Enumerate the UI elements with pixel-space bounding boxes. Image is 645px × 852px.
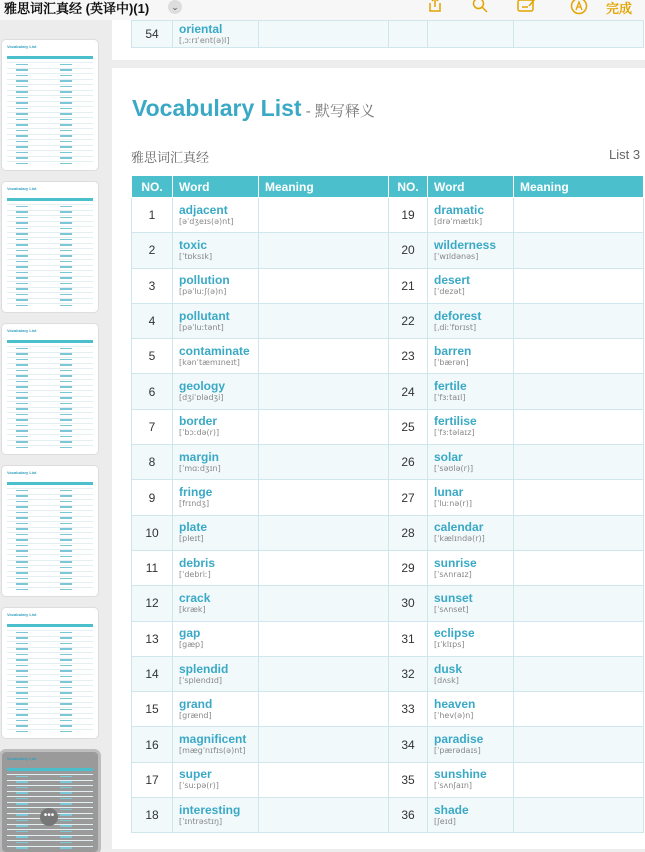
meaning-cell[interactable] bbox=[259, 762, 389, 797]
table-row bbox=[132, 198, 644, 233]
column-header-word: Word bbox=[428, 176, 514, 198]
word: gap bbox=[179, 626, 201, 641]
word-cell bbox=[428, 515, 514, 550]
table-row bbox=[132, 727, 644, 762]
word: pollutant bbox=[179, 308, 230, 323]
word: sunshine bbox=[434, 767, 487, 782]
row-number: 11 bbox=[132, 550, 173, 585]
row-number: 12 bbox=[132, 586, 173, 621]
table-row bbox=[132, 445, 644, 480]
row-number: 15 bbox=[132, 692, 173, 727]
phonetic: [ˈdebriː] bbox=[179, 569, 211, 579]
page-thumbnail[interactable]: Vocabulary List bbox=[2, 608, 98, 738]
pdf-page bbox=[112, 68, 645, 849]
row-number: 13 bbox=[132, 621, 173, 656]
phonetic: [drəˈmætɪk] bbox=[434, 216, 483, 226]
meaning-cell[interactable] bbox=[514, 339, 644, 374]
phonetic: [ˈfɜːtəlaɪz] bbox=[434, 428, 475, 438]
word-cell bbox=[428, 550, 514, 585]
word-cell bbox=[173, 656, 259, 691]
word-cell bbox=[173, 727, 259, 762]
word-cell bbox=[173, 480, 259, 515]
previous-page bbox=[112, 20, 645, 60]
word: grand bbox=[179, 696, 213, 711]
meaning-cell[interactable] bbox=[514, 233, 644, 268]
phonetic: [pəˈluːtənt] bbox=[179, 322, 224, 332]
meaning-cell[interactable] bbox=[514, 727, 644, 762]
word-cell bbox=[173, 621, 259, 656]
pen-icon[interactable] bbox=[569, 0, 589, 15]
phonetic: [ˈkælɪndə(r)] bbox=[434, 534, 485, 544]
row-number: 27 bbox=[389, 480, 428, 515]
table-row bbox=[132, 480, 644, 515]
phonetic: [ˈfɜːtaɪl] bbox=[434, 393, 466, 403]
phonetic: [ˌdiːˈfɒrɪst] bbox=[434, 322, 477, 332]
column-header-word: Word bbox=[173, 176, 259, 198]
phonetic: [ˈsʌnraɪz] bbox=[434, 569, 472, 579]
markup-icon[interactable] bbox=[517, 0, 537, 15]
meaning-cell[interactable] bbox=[259, 198, 389, 233]
meaning-cell[interactable] bbox=[514, 762, 644, 797]
word-cell bbox=[428, 762, 514, 797]
column-header-no: NO. bbox=[132, 176, 173, 198]
phonetic: [ˈwɪldənəs] bbox=[434, 251, 479, 261]
page-thumbnail[interactable]: Vocabulary List bbox=[2, 466, 98, 596]
table-row bbox=[132, 374, 644, 409]
word: border bbox=[179, 414, 218, 429]
word: interesting bbox=[179, 802, 241, 817]
phonetic: [kənˈtæmɪneɪt] bbox=[179, 357, 240, 367]
meaning-cell[interactable] bbox=[514, 798, 644, 833]
meaning-cell[interactable] bbox=[259, 374, 389, 409]
row-number: 25 bbox=[389, 409, 428, 444]
meaning-cell[interactable] bbox=[259, 621, 389, 656]
meaning-cell[interactable] bbox=[259, 515, 389, 550]
word: solar bbox=[434, 449, 463, 464]
list-number: List 3 bbox=[609, 147, 641, 162]
meaning-cell[interactable] bbox=[514, 445, 644, 480]
row-number: 17 bbox=[132, 762, 173, 797]
phonetic: [dʒiˈɒlədʒi] bbox=[179, 393, 224, 403]
chevron-down-icon[interactable]: ⌄ bbox=[168, 0, 182, 14]
word: geology bbox=[179, 379, 226, 394]
meaning-cell[interactable] bbox=[514, 550, 644, 585]
meaning-cell[interactable] bbox=[259, 445, 389, 480]
vocabulary-table bbox=[131, 175, 644, 833]
word-cell bbox=[428, 586, 514, 621]
word: crack bbox=[179, 590, 211, 605]
word-cell bbox=[173, 374, 259, 409]
word-cell bbox=[428, 798, 514, 833]
phonetic: [kræk] bbox=[179, 604, 206, 614]
search-icon[interactable] bbox=[470, 0, 490, 15]
word: sunset bbox=[434, 590, 473, 605]
row-number: 5 bbox=[132, 339, 173, 374]
row-number: 1 bbox=[132, 198, 173, 233]
word: wilderness bbox=[434, 237, 497, 252]
row-number: 20 bbox=[389, 233, 428, 268]
done-button[interactable]: 完成 bbox=[606, 1, 633, 16]
meaning-cell[interactable] bbox=[514, 656, 644, 691]
phonetic: [ˈluːnə(r)] bbox=[434, 499, 472, 509]
word-cell: oriental [ˌɔːrɪˈent(ə)l] bbox=[173, 21, 259, 48]
word: toxic bbox=[179, 237, 208, 252]
word-cell bbox=[428, 621, 514, 656]
book-title: 雅思词汇真经 bbox=[131, 150, 210, 165]
phonetic: [ˈdezət] bbox=[434, 287, 465, 297]
word: barren bbox=[434, 343, 472, 358]
row-number: 34 bbox=[389, 727, 428, 762]
table-row bbox=[132, 21, 644, 48]
phonetic: [ˈsʌnset] bbox=[434, 604, 469, 614]
word-cell bbox=[428, 656, 514, 691]
row-number: 54 bbox=[132, 21, 173, 48]
word-cell bbox=[173, 233, 259, 268]
phonetic: [ˈhev(ə)n] bbox=[434, 710, 474, 720]
meaning-cell[interactable] bbox=[259, 586, 389, 621]
word-cell bbox=[173, 198, 259, 233]
column-header-meaning: Meaning bbox=[514, 176, 644, 198]
row-number: 31 bbox=[389, 621, 428, 656]
meaning-cell[interactable] bbox=[514, 374, 644, 409]
meaning-cell[interactable] bbox=[259, 339, 389, 374]
phonetic: [pleɪt] bbox=[179, 534, 204, 544]
row-number: 8 bbox=[132, 445, 173, 480]
table-row bbox=[132, 550, 644, 585]
phonetic: [pəˈluːʃ(ə)n] bbox=[179, 287, 227, 297]
row-number: 23 bbox=[389, 339, 428, 374]
phonetic: [grænd] bbox=[179, 710, 212, 720]
meaning-cell[interactable] bbox=[259, 727, 389, 762]
row-number: 35 bbox=[389, 762, 428, 797]
meaning-cell[interactable] bbox=[259, 550, 389, 585]
toolbar bbox=[0, 0, 645, 20]
word: pollution bbox=[179, 273, 230, 288]
meaning-cell[interactable] bbox=[514, 198, 644, 233]
word: fringe bbox=[179, 485, 213, 500]
word-cell bbox=[173, 268, 259, 303]
meaning-cell[interactable] bbox=[259, 656, 389, 691]
word-cell bbox=[173, 762, 259, 797]
column-header-meaning: Meaning bbox=[259, 176, 389, 198]
row-number: 9 bbox=[132, 480, 173, 515]
phonetic: [ˈpærədaɪs] bbox=[434, 746, 481, 756]
row-number: 18 bbox=[132, 798, 173, 833]
word-cell bbox=[428, 233, 514, 268]
row-number: 28 bbox=[389, 515, 428, 550]
word-cell bbox=[173, 515, 259, 550]
row-number: 26 bbox=[389, 445, 428, 480]
table-row bbox=[132, 515, 644, 550]
word: fertilise bbox=[434, 414, 477, 429]
word: splendid bbox=[179, 661, 229, 676]
word: desert bbox=[434, 273, 471, 288]
table-row bbox=[132, 233, 644, 268]
meaning-cell[interactable] bbox=[514, 409, 644, 444]
meaning-cell[interactable] bbox=[259, 480, 389, 515]
word: shade bbox=[434, 802, 469, 817]
table-row bbox=[132, 656, 644, 691]
word: fertile bbox=[434, 379, 467, 394]
word-cell bbox=[173, 586, 259, 621]
word: super bbox=[179, 767, 212, 782]
table-row bbox=[132, 586, 644, 621]
table-row bbox=[132, 621, 644, 656]
phonetic: [ˈsʌnʃaɪn] bbox=[434, 781, 473, 791]
meaning-cell[interactable] bbox=[514, 586, 644, 621]
word-cell bbox=[428, 692, 514, 727]
word: dramatic bbox=[434, 202, 485, 217]
row-number: 33 bbox=[389, 692, 428, 727]
row-number: 21 bbox=[389, 268, 428, 303]
previous-table bbox=[131, 20, 644, 48]
phonetic: [ˈɪntrəstɪŋ] bbox=[179, 816, 223, 826]
word-cell bbox=[428, 727, 514, 762]
row-number: 32 bbox=[389, 656, 428, 691]
phonetic: [əˈdʒeɪs(ə)nt] bbox=[179, 216, 234, 226]
table-row bbox=[132, 339, 644, 374]
meaning-cell[interactable] bbox=[259, 409, 389, 444]
page-thumbnail[interactable]: Vocabulary List bbox=[2, 40, 98, 170]
table-row bbox=[132, 268, 644, 303]
word-cell bbox=[428, 374, 514, 409]
table-row bbox=[132, 409, 644, 444]
meaning-cell[interactable] bbox=[514, 480, 644, 515]
word-cell bbox=[428, 268, 514, 303]
table-header-row bbox=[132, 176, 644, 198]
row-number: 29 bbox=[389, 550, 428, 585]
word: heaven bbox=[434, 696, 476, 711]
word-cell bbox=[173, 409, 259, 444]
phonetic: [ˈbɔːdə(r)] bbox=[179, 428, 220, 438]
word-cell bbox=[173, 692, 259, 727]
meaning-cell[interactable] bbox=[514, 268, 644, 303]
word-cell bbox=[428, 480, 514, 515]
row-number: 24 bbox=[389, 374, 428, 409]
row-number: 30 bbox=[389, 586, 428, 621]
table-row bbox=[132, 798, 644, 833]
word-cell bbox=[428, 339, 514, 374]
page-thumbnail[interactable]: Vocabulary List bbox=[2, 182, 98, 312]
phonetic: [ˈsplendɪd] bbox=[179, 675, 223, 685]
word-cell bbox=[173, 339, 259, 374]
meaning-cell[interactable] bbox=[514, 692, 644, 727]
table-row bbox=[132, 303, 644, 338]
phonetic: [ˈtɒksɪk] bbox=[179, 251, 213, 261]
phonetic: [ʃeɪd] bbox=[434, 816, 456, 826]
word-cell bbox=[428, 445, 514, 480]
row-number: 14 bbox=[132, 656, 173, 691]
word: magnificent bbox=[179, 732, 247, 747]
phonetic: [ɪˈklɪps] bbox=[434, 640, 465, 650]
row-number: 19 bbox=[389, 198, 428, 233]
word-cell bbox=[428, 409, 514, 444]
more-options-icon[interactable]: ••• bbox=[40, 808, 58, 826]
word-cell bbox=[173, 798, 259, 833]
page-thumbnail[interactable]: Vocabulary List bbox=[2, 324, 98, 454]
meaning-cell[interactable] bbox=[514, 621, 644, 656]
meaning-cell[interactable] bbox=[259, 692, 389, 727]
word: plate bbox=[179, 520, 208, 535]
row-number: 36 bbox=[389, 798, 428, 833]
phonetic: [gæp] bbox=[179, 640, 204, 650]
word-cell bbox=[428, 303, 514, 338]
word: dusk bbox=[434, 661, 463, 676]
row-number: 10 bbox=[132, 515, 173, 550]
word: adjacent bbox=[179, 202, 228, 217]
meaning-cell[interactable] bbox=[514, 515, 644, 550]
phonetic: [frɪndʒ] bbox=[179, 499, 210, 509]
meaning-cell[interactable] bbox=[259, 233, 389, 268]
word: calendar bbox=[434, 520, 484, 535]
table-row bbox=[132, 762, 644, 797]
page-title: Vocabulary List - 默写释义 bbox=[132, 95, 375, 121]
word: eclipse bbox=[434, 626, 475, 641]
meaning-cell[interactable] bbox=[259, 268, 389, 303]
row-number: 3 bbox=[132, 268, 173, 303]
row-number: 16 bbox=[132, 727, 173, 762]
word: lunar bbox=[434, 485, 464, 500]
phonetic: [ˈmɑːdʒɪn] bbox=[179, 463, 221, 473]
row-number: 6 bbox=[132, 374, 173, 409]
word-cell bbox=[428, 198, 514, 233]
phonetic: [ˈsəʊlə(r)] bbox=[434, 463, 474, 473]
word-cell bbox=[173, 303, 259, 338]
row-number: 22 bbox=[389, 303, 428, 338]
column-header-no: NO. bbox=[389, 176, 428, 198]
page-thumbnails-sidebar[interactable] bbox=[0, 20, 110, 849]
row-number: 7 bbox=[132, 409, 173, 444]
meaning-cell[interactable] bbox=[259, 798, 389, 833]
meaning-cell[interactable] bbox=[514, 303, 644, 338]
phonetic: [dʌsk] bbox=[434, 675, 459, 685]
row-number: 2 bbox=[132, 233, 173, 268]
word: margin bbox=[179, 449, 220, 464]
row-number: 4 bbox=[132, 303, 173, 338]
phonetic: [mægˈnɪfɪs(ə)nt] bbox=[179, 746, 246, 756]
phonetic: [ˈsuːpə(r)] bbox=[179, 781, 219, 791]
meaning-cell[interactable] bbox=[259, 303, 389, 338]
word: deforest bbox=[434, 308, 482, 323]
document-title[interactable]: 雅思词汇真经 (英译中)(1) bbox=[4, 1, 150, 16]
word: contaminate bbox=[179, 343, 250, 358]
word: debris bbox=[179, 555, 216, 570]
word-cell bbox=[173, 550, 259, 585]
word: paradise bbox=[434, 732, 484, 747]
page-thumbnail-selected[interactable]: Vocabulary List bbox=[2, 752, 98, 852]
table-row bbox=[132, 692, 644, 727]
word: sunrise bbox=[434, 555, 477, 570]
word-cell bbox=[173, 445, 259, 480]
share-icon[interactable] bbox=[425, 0, 445, 15]
phonetic: [ˈbærən] bbox=[434, 357, 469, 367]
